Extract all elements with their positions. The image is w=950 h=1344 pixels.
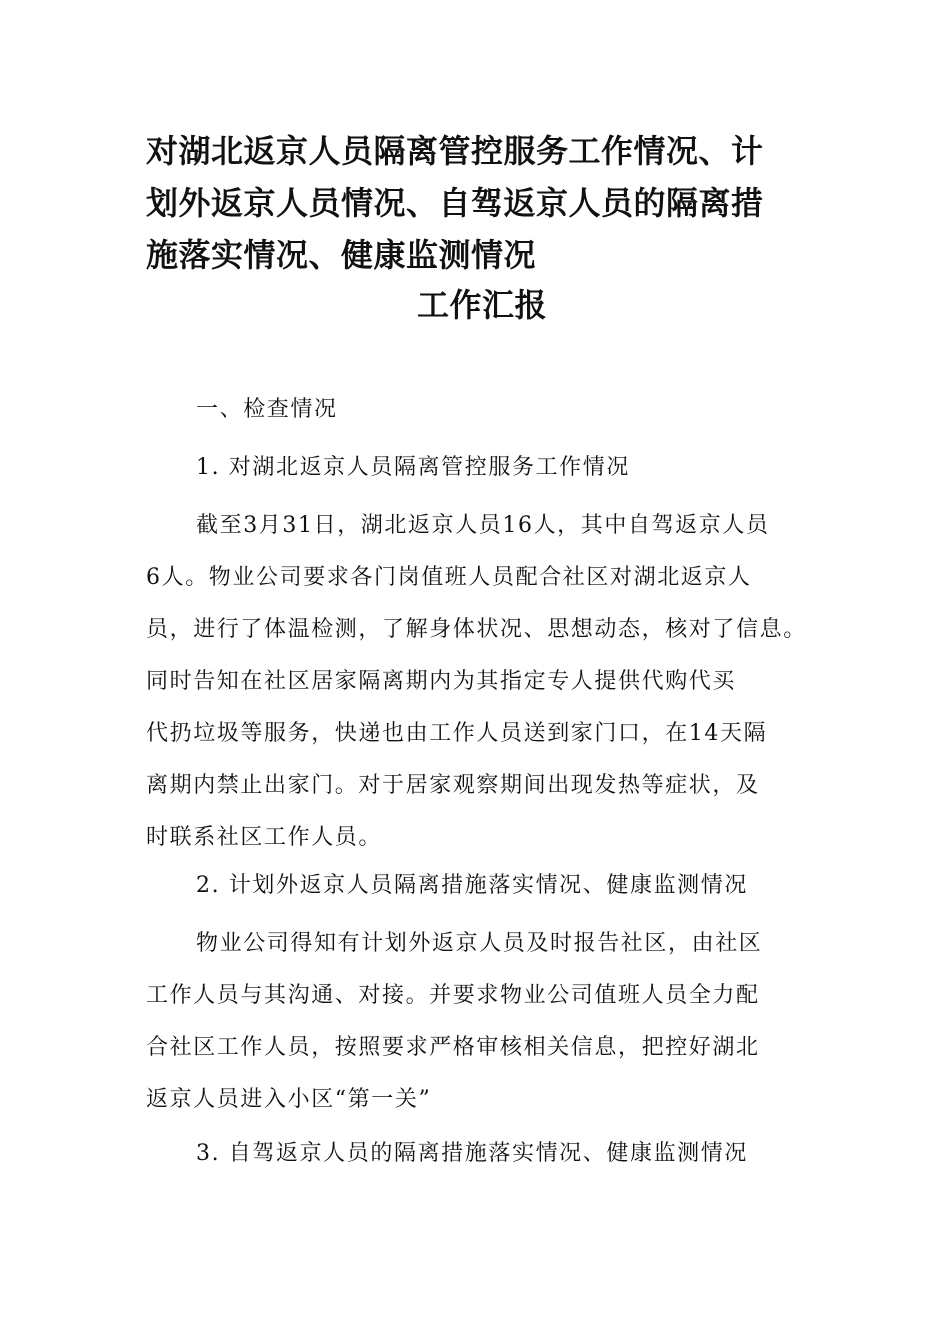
- paragraph-line: 工作人员与其沟通、对接。并要求物业公司值班人员全力配: [146, 983, 760, 1008]
- paragraph-line: 员，进行了体温检测，了解身体状况、思想动态，核对了信息。: [146, 617, 807, 642]
- item-3-heading: 3. 自驾返京人员的隔离措施落实情况、健康监测情况: [196, 1141, 748, 1166]
- paragraph-line: 合社区工作人员，按照要求严格审核相关信息，把控好湖北: [146, 1035, 760, 1060]
- item-1-paragraph: [146, 500, 810, 864]
- paragraph-line: 截至3月31日，湖北返京人员16人，其中自驾返京人员: [196, 513, 770, 538]
- section-heading-inspection: 一、检查情况: [196, 397, 338, 422]
- item-2-heading: 2. 计划外返京人员隔离措施落实情况、健康监测情况: [196, 873, 748, 898]
- title-line-2: 划外返京人员情况、自驾返京人员的隔离措: [146, 184, 764, 222]
- document-subtitle: 工作汇报: [416, 286, 547, 324]
- paragraph-line: 时联系社区工作人员。: [146, 825, 383, 850]
- item-1-heading: 1. 对湖北返京人员隔离管控服务工作情况: [196, 455, 630, 480]
- paragraph-line: 离期内禁止出家门。对于居家观察期间出现发热等症状，及: [146, 773, 760, 798]
- paragraph-line: 返京人员进入小区“第一关”: [146, 1087, 432, 1112]
- title-line-3: 施落实情况、健康监测情况: [146, 236, 537, 274]
- paragraph-line: 代扔垃圾等服务，快递也由工作人员送到家门口，在14天隔: [146, 721, 768, 746]
- paragraph-line: 6人。物业公司要求各门岗值班人员配合社区对湖北返京人: [146, 565, 752, 590]
- paragraph-line: 物业公司得知有计划外返京人员及时报告社区，由社区: [196, 931, 763, 956]
- item-2-paragraph: [146, 918, 810, 1126]
- document-title: [146, 125, 818, 324]
- title-line-1: 对湖北返京人员隔离管控服务工作情况、计: [146, 132, 764, 170]
- paragraph-line: 同时告知在社区居家隔离期内为其指定专人提供代购代买: [146, 669, 737, 694]
